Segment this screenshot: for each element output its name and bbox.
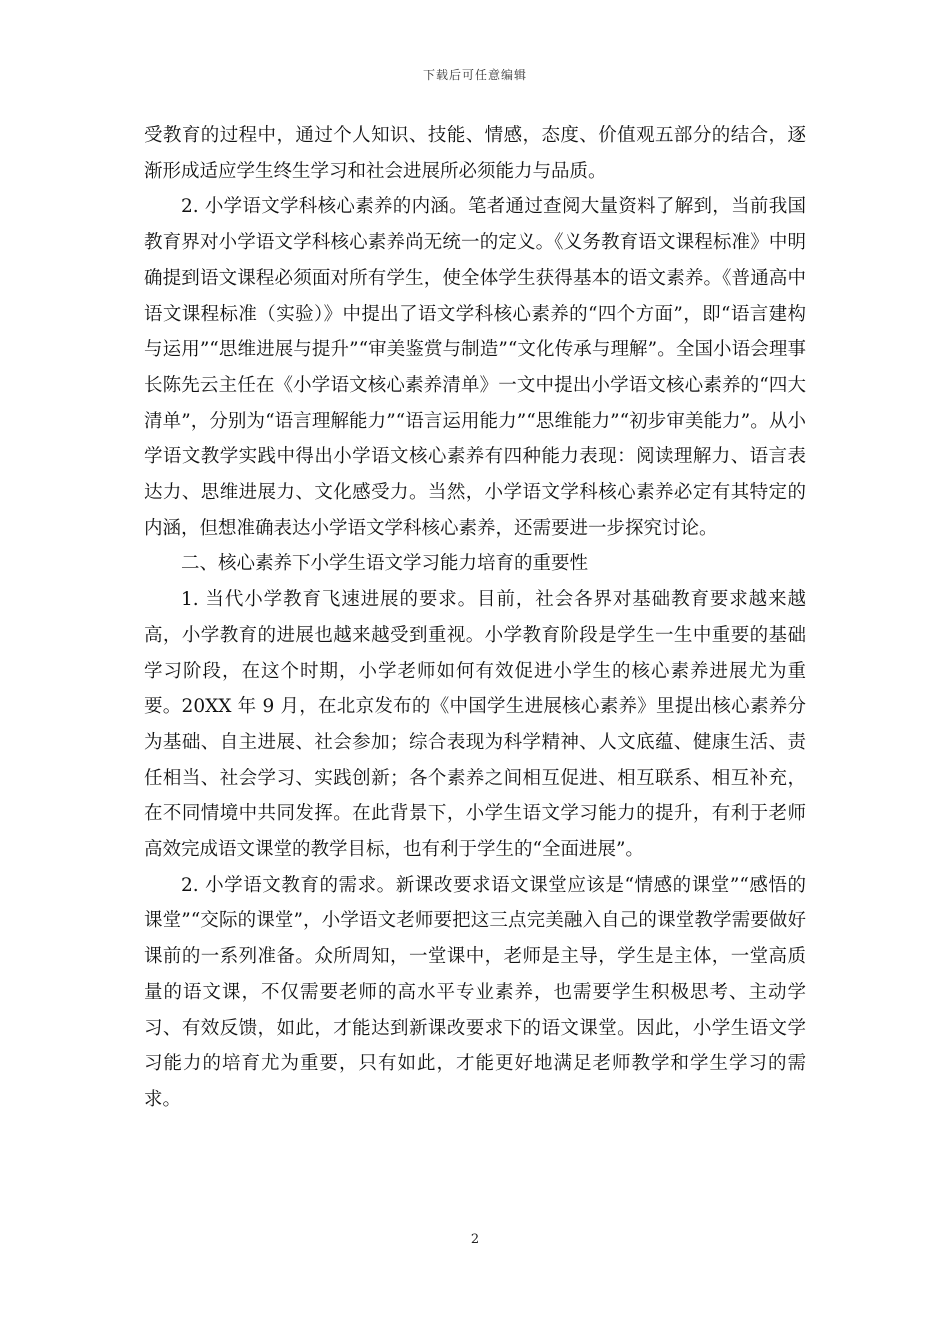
section-heading: 二、核心素养下小学生语文学习能力培育的重要性 [181,553,589,575]
paragraph-chinese-education-needs: 2. 小学语文教育的需求。新课改要求语文课堂应该是“情感的课堂”“感悟的课堂”“交际的课堂”，小学语文老师要把这三点完美融入自己的课堂教学需要做好课前的一系列准备。众所周知，一堂课中，老师是主导，学生是主体，一堂高质量的语文课，不仅需要老师的高水平专业素养，也需要学生积极思考、主动学习、有效反馈，如此，才能达到新课改要求下的语文课堂。因此，小学生语文学习能力的培育尤为重要，只有如此，才能更好地满足老师教学和学生学习的需求。 [144,874,806,1110]
body-text [144,118,806,1118]
paragraph-continuation: 受教育的过程中，通过个人知识、技能、情感，态度、价值观五部分的结合，逐渐形成适应学生终生学习和社会进展所必须能力与品质。 [144,125,806,182]
page-number: 2 [470,1232,480,1247]
paragraph-education-development: 1. 当代小学教育飞速进展的要求。目前，社会各界对基础教育要求越来越高，小学教育的进展也越来越受到重视。小学教育阶段是学生一生中重要的基础学习阶段，在这个时期，小学老师如何有效促进小学生的核心素养进展尤为重要。20XX 年 9 月，在北京发布的《中国学生进展核心素养》里提出核心素养分为基础、自主进展、社会参加；综合表现为科学精神、人文底蕴、健康生活、责任相当、社会学习、实践创新；各个素养之间相互促进、相互联系、相互补充，在不同情境中共同发挥。在此背景下，小学生语文学习能力的提升，有利于老师高效完成语文课堂的教学目标，也有利于学生的“全面进展”。 [144,589,806,861]
page-header: 下载后可任意编辑 [422,68,527,82]
paragraph-core-literacy-connotation: 2. 小学语文学科核心素养的内涵。笔者通过查阅大量资料了解到，当前我国教育界对小学语文学科核心素养尚无统一的定义。《义务教育语文课程标准》中明确提到语文课程必须面对所有学生，使全体学生获得基本的语文素养。《普通高中语文课程标准（实验）》中提出了语文学科核心素养的“四个方面”，即“语言建构与运用”“思维进展与提升”“审美鉴赏与制造”“文化传承与理解”。全国小语会理事长陈先云主任在《小学语文核心素养清单》一文中提出小学语文核心素养的“四大清单”，分别为“语言理解能力”“语言运用能力”“思维能力”“初步审美能力”。从小学语文教学实践中得出小学语文核心素养有四种能力表现：阅读理解力、语言表达力、思维进展力、文化感受力。当然，小学语文学科核心素养必定有其特定的内涵，但想准确表达小学语文学科核心素养，还需要进一步探究讨论。 [144,196,806,539]
